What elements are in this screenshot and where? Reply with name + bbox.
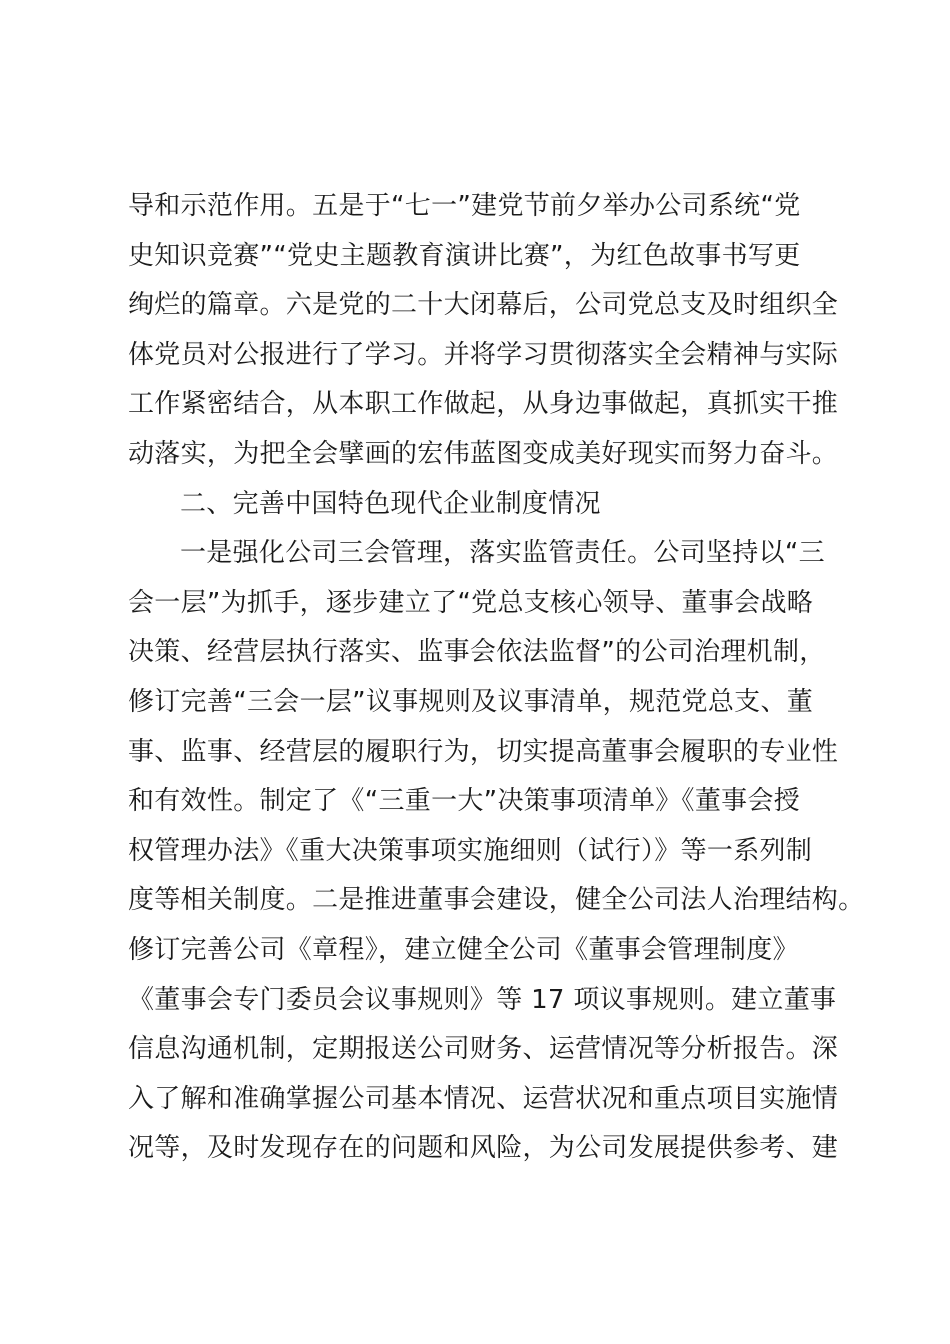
text-line: 史知识竞赛”“党史主题教育演讲比赛”，为红色故事书写更 — [128, 240, 801, 271]
text-line: 度等相关制度。二是推进董事会建设，健全公司法人治理结构。 — [128, 885, 865, 916]
text-line: 和有效性。制定了《“三重一大”决策事项清单》《董事会授 — [128, 786, 801, 817]
body-text — [128, 182, 865, 1174]
text-line: 动落实，为把全会擘画的宏伟蓝图变成美好现实而努力奋斗。 — [128, 438, 839, 469]
text-line: 入了解和准确掌握公司基本情况、运营状况和重点项目实施情 — [128, 1083, 839, 1114]
text-line: 修订完善公司《章程》，建立健全公司《董事会管理制度》 — [128, 934, 799, 965]
text-line: 事、监事、经营层的履职行为，切实提高董事会履职的专业性 — [128, 736, 839, 767]
text-line: 《董事会专门委员会议事规则》等 17 项议事规则。建立董事 — [128, 984, 837, 1015]
text-line: 会一层”为抓手，逐步建立了“党总支核心领导、董事会战略 — [128, 587, 814, 618]
text-line: 修订完善“三会一层”议事规则及议事清单，规范党总支、董 — [128, 686, 814, 717]
text-line: 权管理办法》《重大决策事项实施细则（试行）》等一系列制 — [128, 835, 813, 866]
text-line: 导和示范作用。五是于“七一”建党节前夕举办公司系统“党 — [128, 191, 801, 221]
text-line: 信息沟通机制，定期报送公司财务、运营情况等分析报告。深 — [128, 1034, 839, 1065]
section-heading: 二、完善中国特色现代企业制度情况 — [180, 488, 601, 519]
paragraph-start-line: 一是强化公司三会管理，落实监管责任。公司坚持以“三 — [180, 538, 825, 569]
text-line: 况等，及时发现存在的问题和风险，为公司发展提供参考、建 — [128, 1133, 839, 1164]
text-line: 绚烂的篇章。六是党的二十大闭幕后，公司党总支及时组织全 — [128, 290, 839, 321]
text-line: 工作紧密结合，从本职工作做起，从身边事做起，真抓实干推 — [128, 389, 839, 420]
text-line: 体党员对公报进行了学习。并将学习贯彻落实全会精神与实际 — [128, 339, 839, 370]
text-line: 决策、经营层执行落实、监事会依法监督”的公司治理机制， — [128, 637, 826, 668]
